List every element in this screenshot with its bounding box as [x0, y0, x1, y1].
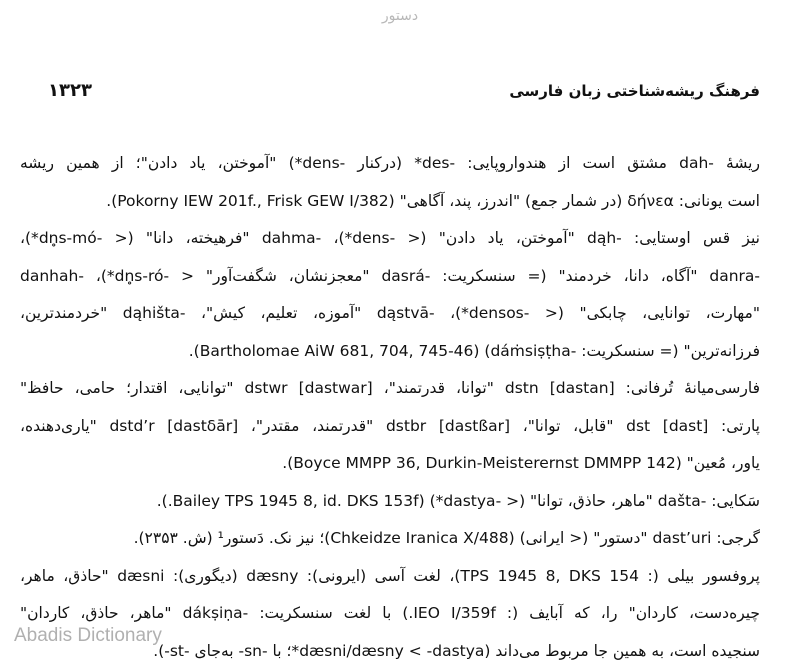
text-line: پروفسور بیلی (: TPS 1945 8, DKS 154)، لغت آسی (ایرونی): dæsny (دیگوری): dæsni "حاذق، ماهر، [20, 558, 760, 596]
entry-body [20, 145, 760, 670]
text-line: سنجیده است، به همین جا مربوط می‌داند (dæsni/dæsny < -dastya*؛ با -sn- به‌جای -st-). [20, 633, 760, 670]
watermark: Abadis Dictionary [14, 625, 162, 647]
text-line: یاور، مُعین" (Boyce MMPP 36, Durkin-Meisterernst DMMPP 142). [20, 445, 760, 483]
page-number: ۱۳۲۳ [48, 80, 92, 101]
text-line: گرجی: dast’uri "دستور" (< ایرانی) (Chkeidze Iranica X/488)؛ نیز نک. دَستور¹ (ش. ۲۳۵۳). [20, 520, 760, 558]
text-line: سَکایی: -dašta "ماهر، حاذق، توانا" (< -dastya*) (Bailey TPS 1945 8, id. DKS 153f.). [20, 483, 760, 521]
text-line: ریشهٔ -dah مشتق است از هندواروپایی: -des* (درکنار -dens*) "آموختن، یاد دادن"؛ از همین ریشه [20, 145, 760, 183]
page-header [40, 82, 760, 106]
text-line: چیره‌دست، کاردان" را، که آبایف (: IEO I/359f.) با لغت سنسکریت: -dákṣiṇa "ماهر، حاذق، کاردان" [20, 595, 760, 633]
text-line: نیز قس اوستایی: -dąh "آموختن، یاد دادن" (< -dens*)، -dahma "فرهیخته، دانا" (< -dn̥s-mó*)، [20, 220, 760, 258]
text-line: پارتی: dst [dast] "قابل، توانا"، dstbr [dastßar] "قدرتمند، مقتدر"، dstd’r [dastδār] "یاری‌دهنده، [20, 408, 760, 446]
text-line: "مهارت، توانایی، چابکی" (< -densos*)، -dąstvā "آموزه، تعلیم، کیش"، -dąhišta "خردمندترین، [20, 295, 760, 333]
text-line: فارسی‌میانهٔ تُرفانی: dstn [dastan] "توانا، قدرتمند"، dstwr [dastwar] "توانایی، اقتدار؛ حامی، حافظ" [20, 370, 760, 408]
entry-title: دستور [0, 8, 800, 24]
text-line: -danra "آگاه، دانا، خردمند" (= سنسکریت: -dasrá "معجزنشان، شگفت‌آور" < -dn̥s-ró*)، -danhah [20, 258, 760, 296]
text-line: است یونانی: δήνεα (در شمار جمع) "اندرز، پند، آگاهی" (Pokorny IEW 201f., Frisk GEW I/382). [20, 183, 760, 221]
book-title: فرهنگ ریشه‌شناختی زبان فارسی [509, 82, 760, 100]
text-line: فرزانه‌ترین" (= سنسکریت: -dáṁsiṣṭha) (Bartholomae AiW 681, 704, 745-46). [20, 333, 760, 371]
